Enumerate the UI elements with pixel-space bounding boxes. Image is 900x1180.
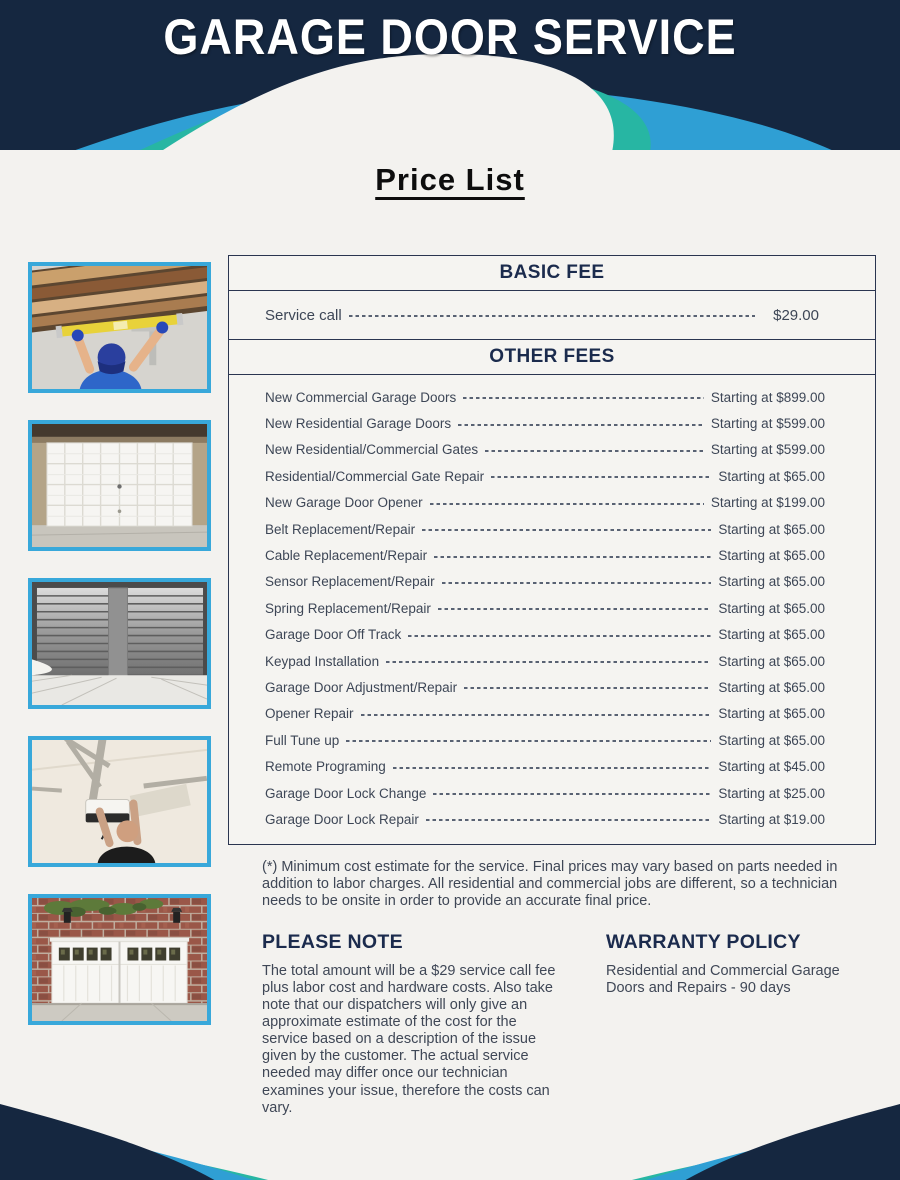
fee-price: $29.00: [773, 306, 819, 324]
fee-price: Starting at $65.00: [718, 653, 825, 669]
fee-label: Remote Programing: [265, 759, 386, 775]
fee-row: [265, 542, 825, 568]
page-title: Price List: [375, 162, 525, 197]
dash-leader: [430, 503, 704, 505]
basic-fee-heading: BASIC FEE: [229, 256, 875, 291]
please-note-heading: PLEASE NOTE: [262, 930, 403, 953]
fee-price: Starting at $65.00: [718, 627, 825, 643]
fee-price: Starting at $599.00: [710, 442, 825, 458]
fee-label: Garage Door Lock Repair: [265, 811, 419, 827]
fee-row: [265, 780, 825, 806]
dash-leader: [485, 450, 704, 452]
basic-fee-row: [229, 291, 875, 340]
other-fees-rows: [229, 375, 875, 844]
dash-leader: [361, 714, 712, 716]
basic-fee-rows: [229, 291, 875, 340]
fee-row: [265, 622, 825, 648]
dash-leader: [464, 687, 711, 689]
fee-price: Starting at $19.00: [718, 811, 825, 827]
fee-price: Starting at $65.00: [718, 600, 825, 616]
fee-price: Starting at $25.00: [718, 785, 825, 801]
fee-row: [265, 569, 825, 595]
footer-wave-graphic: [0, 1100, 900, 1180]
fee-price: Starting at $45.00: [718, 759, 825, 775]
fee-price: Starting at $599.00: [710, 416, 825, 432]
price-disclaimer: (*) Minimum cost estimate for the service. Final prices may vary based on parts needed in addition to labor charges. All residential and commercial jobs are different, so a technician needs to be onsite in order to provide an accurate final price.: [262, 858, 838, 910]
dash-leader: [408, 635, 711, 637]
please-note-body: The total amount will be a $29 service call fee plus labor cost and hardware costs. Also take note that our dispatchers will only give an approximate estimate of the cost for the service based on a description of the issue given by the customer. The actual service needed may differ once our technician examines your issue, therefore the costs can vary.: [262, 962, 556, 1116]
fee-label: Garage Door Off Track: [265, 627, 402, 643]
other-fees-heading: OTHER FEES: [229, 340, 875, 375]
dash-leader: [346, 740, 711, 742]
fee-label: Sensor Replacement/Repair: [265, 574, 435, 590]
fee-column: [228, 255, 876, 1117]
fee-price: Starting at $65.00: [718, 706, 825, 722]
fee-label: Spring Replacement/Repair: [265, 600, 431, 616]
dash-leader: [463, 397, 704, 399]
fee-row: [265, 727, 825, 753]
photo-white-sectional-door: [28, 420, 211, 551]
photo-brick-carriage-door: [28, 894, 211, 1025]
fee-label: Garage Door Lock Change: [265, 785, 427, 801]
warranty-policy-heading: WARRANTY POLICY: [606, 930, 801, 953]
fee-label: Service call: [265, 306, 342, 324]
fee-row: [265, 648, 825, 674]
fee-price: Starting at $65.00: [718, 732, 825, 748]
header-banner: [0, 0, 900, 150]
warranty-policy-block: [606, 931, 876, 1117]
fee-row: [265, 437, 825, 463]
fee-row: [265, 674, 825, 700]
fee-label: Residential/Commercial Gate Repair: [265, 468, 485, 484]
dash-leader: [393, 767, 712, 769]
fee-label: Opener Repair: [265, 706, 354, 722]
dash-leader: [433, 793, 711, 795]
fee-label: New Garage Door Opener: [265, 495, 423, 511]
fee-row: [265, 806, 825, 832]
dash-leader: [422, 529, 711, 531]
fee-label: Cable Replacement/Repair: [265, 548, 428, 564]
fee-price: Starting at $65.00: [718, 468, 825, 484]
dash-leader: [349, 315, 755, 317]
dash-leader: [426, 819, 712, 821]
fee-price: Starting at $899.00: [710, 389, 825, 405]
photo-roller-shutter-doors: [28, 578, 211, 709]
fee-price: Starting at $65.00: [718, 574, 825, 590]
fee-label: Garage Door Adjustment/Repair: [265, 679, 458, 695]
fee-label: Keypad Installation: [265, 653, 380, 669]
main-content: [28, 255, 876, 1117]
fee-price: Starting at $199.00: [710, 495, 825, 511]
fee-row: [265, 701, 825, 727]
fee-row: [265, 384, 825, 410]
fee-label: New Residential/Commercial Gates: [265, 442, 479, 458]
footer-banner: [0, 1100, 900, 1180]
please-note-block: [262, 931, 564, 1117]
price-table: [228, 255, 876, 845]
dash-leader: [458, 424, 704, 426]
fee-label: Full Tune up: [265, 732, 340, 748]
dash-leader: [438, 608, 712, 610]
fee-row: [265, 516, 825, 542]
policy-section: [228, 931, 876, 1117]
dash-leader: [386, 661, 711, 663]
fee-label: New Residential Garage Doors: [265, 416, 452, 432]
fee-price: Starting at $65.00: [718, 548, 825, 564]
photo-opener-installation: [28, 736, 211, 867]
fee-row: [265, 595, 825, 621]
fee-label: Belt Replacement/Repair: [265, 521, 416, 537]
fee-label: New Commercial Garage Doors: [265, 389, 457, 405]
fee-row: [265, 463, 825, 489]
company-title: GARAGE DOOR SERVICE: [163, 8, 737, 66]
fee-row: [265, 753, 825, 779]
fee-row: [265, 410, 825, 436]
warranty-policy-body: Residential and Commercial Garage Doors and Repairs - 90 days: [606, 962, 840, 996]
fee-price: Starting at $65.00: [718, 521, 825, 537]
photo-technician-ceiling-work: [28, 262, 211, 393]
photo-column: [28, 262, 211, 1117]
dash-leader: [491, 476, 711, 478]
fee-price: Starting at $65.00: [718, 679, 825, 695]
fee-row: [265, 490, 825, 516]
dash-leader: [442, 582, 712, 584]
dash-leader: [434, 556, 711, 558]
